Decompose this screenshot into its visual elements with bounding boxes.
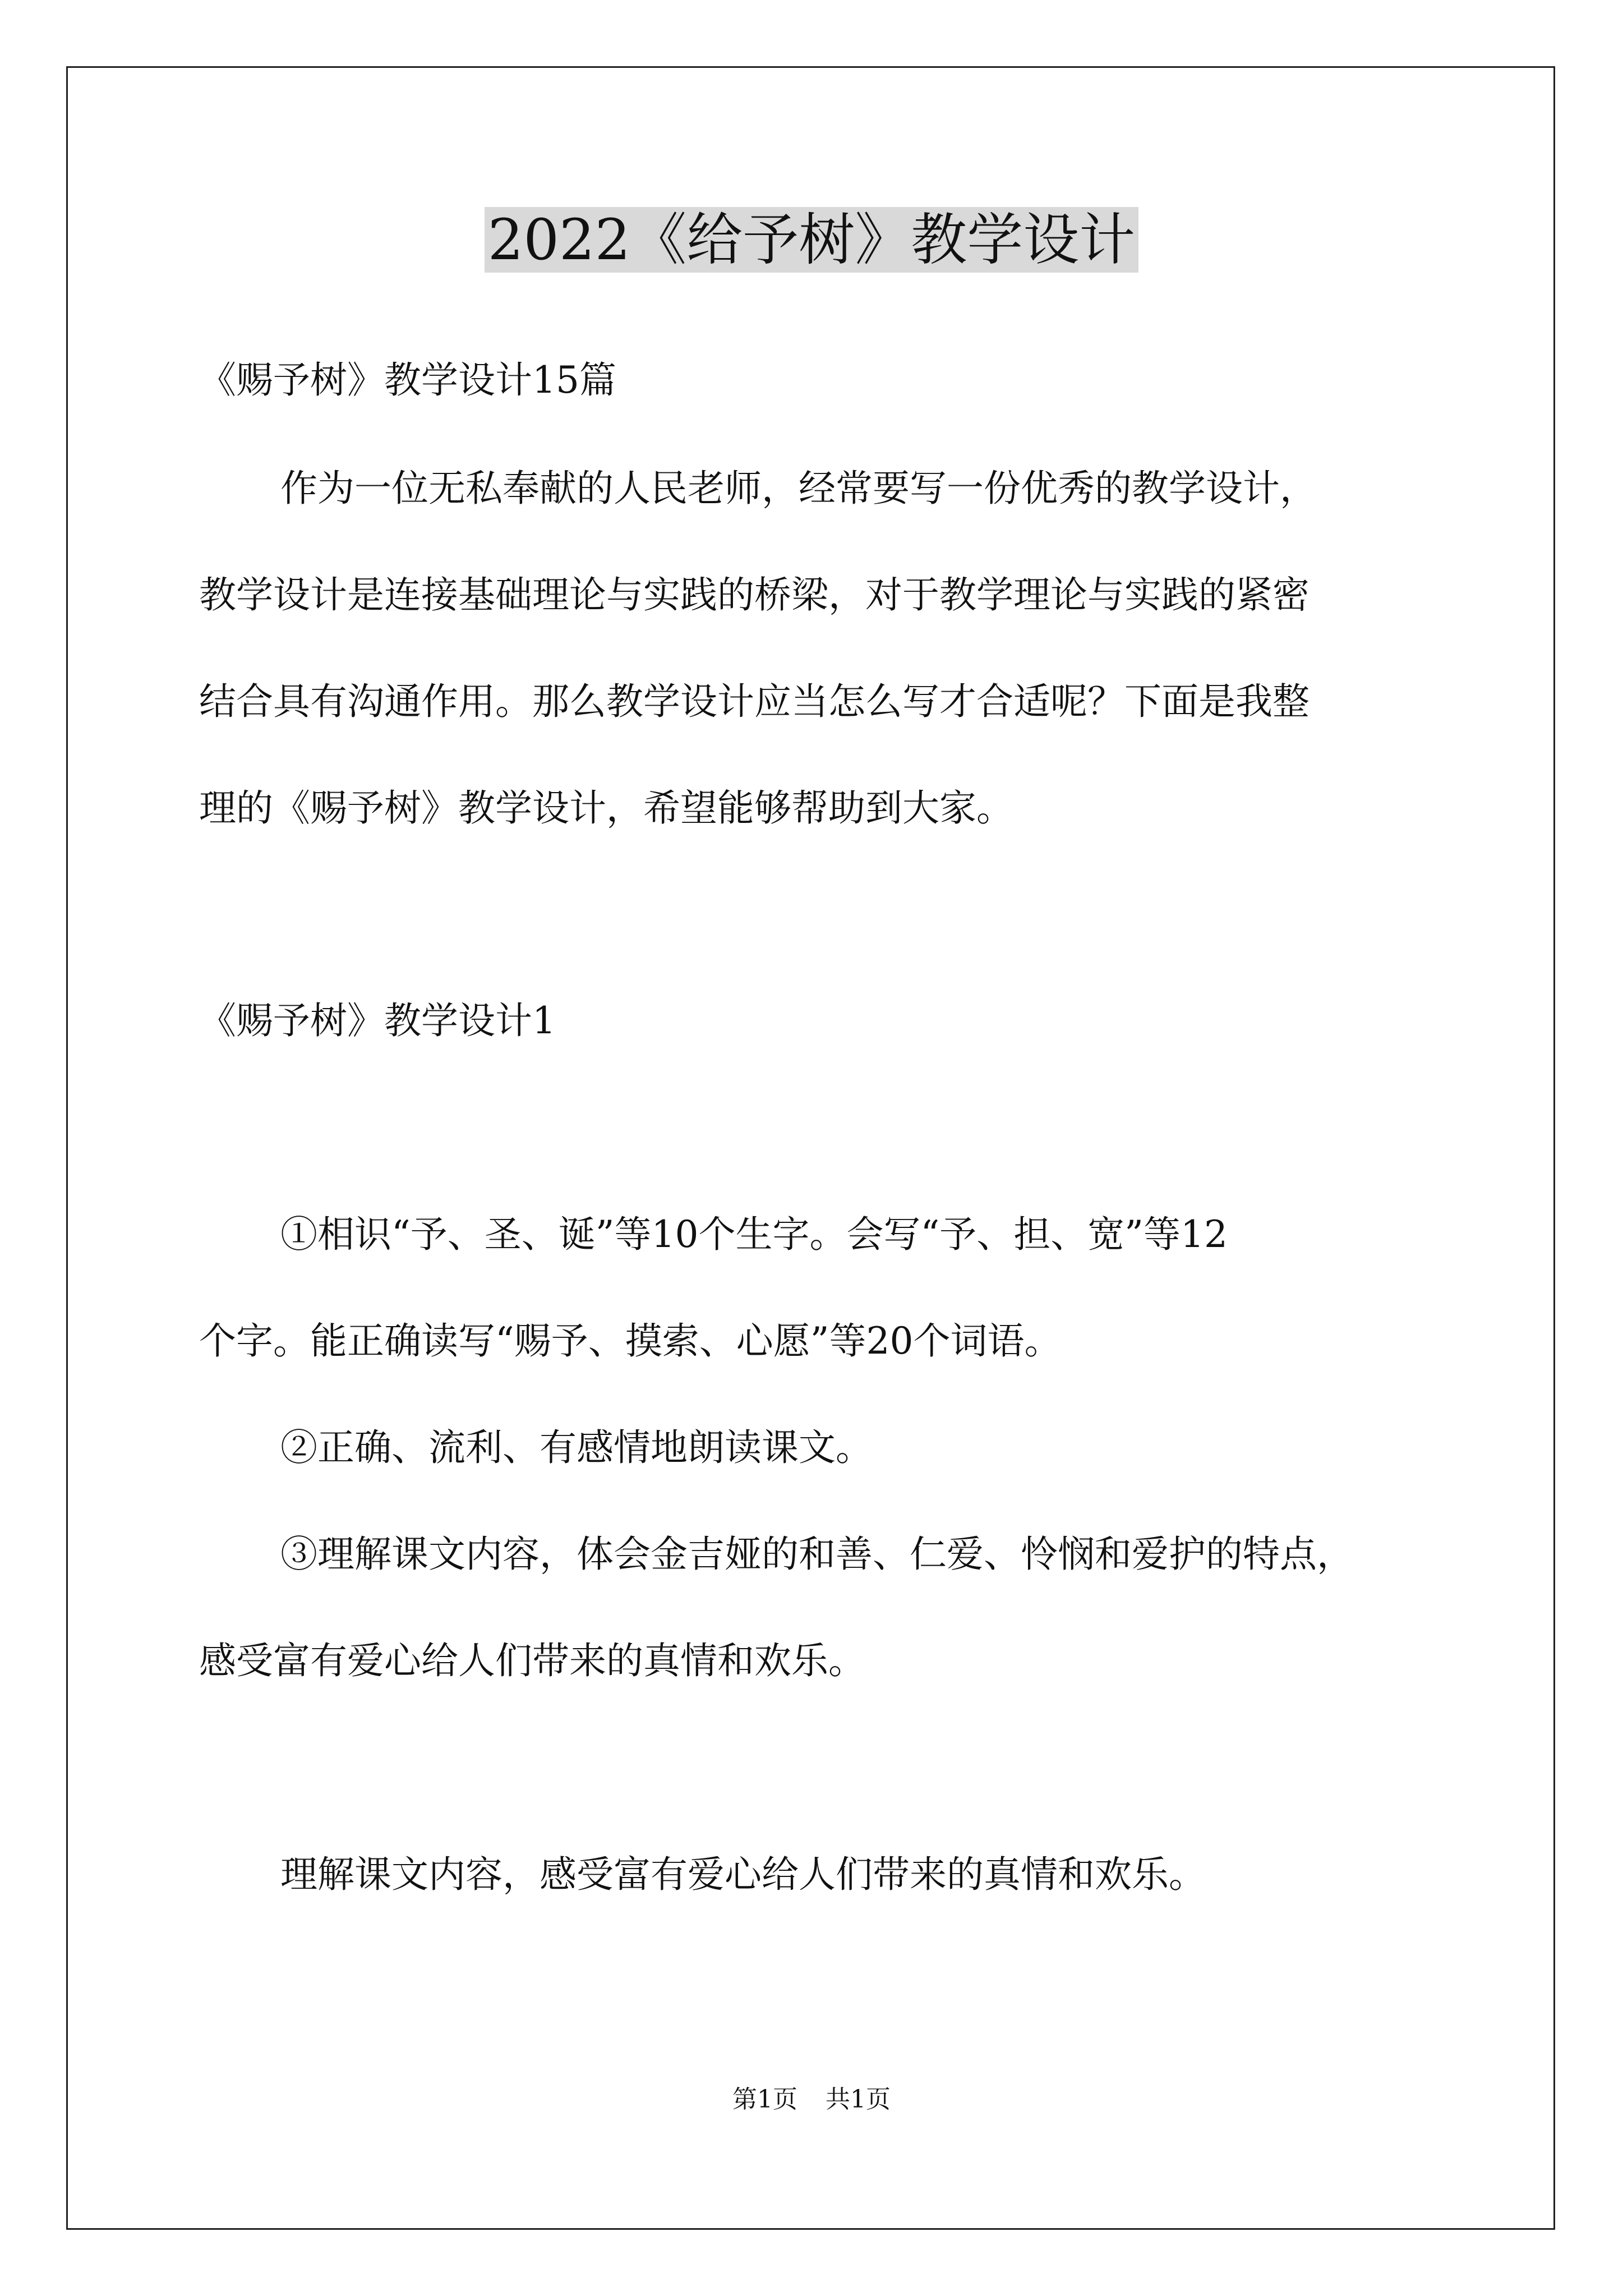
objective-line-5: 感受富有爱心给人们带来的真情和欢乐。 (199, 1639, 865, 1682)
document-title-text: 2022《给予树》教学设计 (485, 207, 1139, 273)
intro-line-1: 作为一位无私奉献的人民老师，经常要写一份优秀的教学设计， (280, 467, 1317, 510)
page-total: 共1页 (826, 2085, 891, 2114)
page-footer (0, 2083, 1623, 2116)
objective-line-1: ①相识“予、圣、诞”等10个生字。会写“予、担、宽”等12 (280, 1213, 1228, 1256)
page-current: 第1页 (732, 2085, 797, 2114)
document-subtitle: 《赐予树》教学设计15篇 (199, 358, 616, 402)
objective-line-4: ③理解课文内容，体会金吉娅的和善、仁爱、怜悯和爱护的特点， (280, 1533, 1354, 1576)
objective-line-3: ②正确、流利、有感情地朗读课文。 (280, 1426, 873, 1469)
document-title (0, 201, 1623, 279)
section-heading: 《赐予树》教学设计1 (199, 999, 556, 1042)
intro-line-4: 理的《赐予树》教学设计，希望能够帮助到大家。 (199, 786, 1013, 830)
intro-line-2: 教学设计是连接基础理论与实践的桥梁，对于教学理论与实践的紧密 (199, 573, 1310, 616)
intro-line-3: 结合具有沟通作用。那么教学设计应当怎么写才合适呢？下面是我整 (199, 680, 1310, 723)
key-point: 理解课文内容，感受富有爱心给人们带来的真情和欢乐。 (280, 1853, 1206, 1896)
objective-line-2: 个字。能正确读写“赐予、摸索、心愿”等20个词语。 (199, 1319, 1062, 1363)
